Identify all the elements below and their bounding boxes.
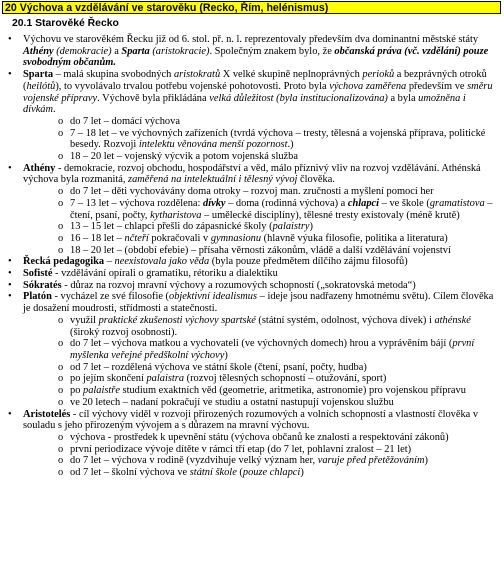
sub-list-item bbox=[0, 245, 504, 257]
sub-bullet-marker: o bbox=[58, 197, 64, 209]
sub-bullet-marker: o bbox=[58, 361, 64, 373]
sub-bullet-marker: o bbox=[58, 338, 64, 350]
item-text: do 7 let – domácí výchova bbox=[70, 115, 180, 127]
sub-bullet-marker: o bbox=[58, 244, 64, 256]
sub-list-item bbox=[0, 397, 504, 409]
sub-bullet-marker: o bbox=[58, 221, 64, 233]
item-text: Platón - vycházel ze své filosofie (objektivní idealismus – ideje jsou nadřazeny hmotnému světu). Cílem člověka je dosažení moudrosti, střídmosti a statečnosti. bbox=[23, 291, 494, 315]
sub-list-item bbox=[0, 116, 504, 128]
sub-list-item bbox=[0, 233, 504, 245]
item-text: 16 – 18 let – nčteří pokračovali v gymnasionu (hlavně výuka filosofie, politika a literatura) bbox=[70, 232, 448, 244]
item-text: 18 – 20 let – vojenský výcvik a potom vojenská služba bbox=[70, 151, 298, 163]
section-title: 20 Výchova a vzdělávání ve starověku (Recko, Řím, helénismus) bbox=[2, 1, 501, 14]
item-text: 13 – 15 let – chlapci přešli do zápasnické školy (palaistry) bbox=[70, 221, 313, 233]
bullet-item bbox=[0, 34, 504, 69]
item-text: 7 – 13 let – výchova rozdělena: dívky – doma (rodinná výchova) a chlapci – ve škole (gramatistova – čtení, psaní, počty, kytharistova – umělecké disciplíny), tělesné tresty existovaly (méně krutě) bbox=[70, 197, 493, 221]
sub-bullet-marker: o bbox=[58, 443, 64, 455]
sub-list-item bbox=[0, 338, 504, 361]
bullet-marker: • bbox=[8, 279, 12, 291]
sub-list-item bbox=[0, 385, 504, 397]
sub-bullet-marker: o bbox=[58, 115, 64, 127]
item-text: Sparta – malá skupina svobodných aristokratů X velké skupině neplnoprávných perioků a bezprávných otroků (heilótů), to vyvolávalo trvalou potřebu vojenské pohotovosti. Proto byla výchova zaměřena především ve směru vojenské přípravy. Výchově byla přikládána velká důležitost (byla institucionalizována) a byla umožněna i dívkám. bbox=[23, 69, 493, 116]
sub-bullet-marker: o bbox=[58, 396, 64, 408]
sub-list-item bbox=[0, 373, 504, 385]
sub-list-item bbox=[0, 362, 504, 374]
bullet-item bbox=[0, 163, 504, 186]
item-text: Výchovu ve starověkém Řecku již od 6. stol. př. n. l. reprezentovaly především dva dominantní městské státy Athény (demokracie) a Sparta (aristokracie). Společným znakem bylo, že občanská práva (vč. vzdělání) pouze svobodným občanům. bbox=[23, 34, 489, 69]
item-text: Řecká pedagogika – neexistovala jako věda (byla pouze předmětem dílčího zájmu filosofů) bbox=[23, 256, 408, 268]
sub-list-item bbox=[0, 467, 504, 479]
sub-bullet-marker: o bbox=[58, 314, 64, 326]
sub-bullet-marker: o bbox=[58, 385, 64, 397]
item-text: do 7 let – výchova v rodině (vyzdvihuje velký význam her, varuje před přetěžováním) bbox=[70, 455, 428, 467]
sub-bullet-marker: o bbox=[58, 127, 64, 139]
bullet-marker: • bbox=[8, 408, 12, 420]
item-text: po palaistře studium exaktních věd (geometrie, aritmetika, astronomie) pro vojenskou přípravu bbox=[70, 385, 466, 397]
bullet-marker: • bbox=[8, 268, 12, 280]
sub-list-item bbox=[0, 221, 504, 233]
bullet-item bbox=[0, 291, 504, 314]
bullet-item bbox=[0, 256, 504, 268]
item-text: Athény - demokracie, rozvoj obchodu, hospodářství a věd, málo příznivý vliv na rozvoj vzdělávání. Athénská výchova byla rozmanitá, zaměřená na intelektuální i tělesný vývoj člověka. bbox=[23, 162, 481, 186]
bullet-marker: • bbox=[8, 256, 12, 268]
sub-list-item bbox=[0, 198, 504, 221]
item-text: 18 – 20 let – (období efebie) – přísaha věrnosti zákonům, vládě a další vzdělávání vojenství bbox=[70, 244, 451, 256]
item-text: Sókratés - důraz na rozvoj mravní výchovy a rozumových schopností („sokratovská metoda“) bbox=[23, 279, 416, 291]
sub-bullet-marker: o bbox=[58, 151, 64, 163]
document-body bbox=[0, 34, 504, 479]
bullet-item bbox=[0, 409, 504, 432]
bullet-marker: • bbox=[8, 34, 12, 45]
sub-list-item bbox=[0, 315, 504, 338]
item-text: od 7 let – školní výchova ve státní škole (pouze chlapci) bbox=[70, 467, 304, 479]
sub-bullet-marker: o bbox=[58, 455, 64, 467]
bullet-item bbox=[0, 268, 504, 280]
sub-list-item bbox=[0, 432, 504, 444]
bullet-item bbox=[0, 69, 504, 116]
bullet-item bbox=[0, 280, 504, 292]
item-text: ve 20 letech – nadaní pokračují ve studiu a ostatní nastupují vojenskou službu bbox=[70, 396, 394, 408]
item-text: první periodizace vývoje dítěte v rámci tří etap (do 7 let, pohlavní zralost – 21 let) bbox=[70, 443, 412, 455]
item-text: do 7 let – výchova matkou a vychovateli (ve výchovných domech) hrou a vyprávěním bájí (první myšlenka veřejné předškolní výchovy) bbox=[70, 338, 475, 361]
item-text: po jejím skončení palaistra (rozvoj tělesných schopností – otužování, sport) bbox=[70, 373, 387, 385]
sub-bullet-marker: o bbox=[58, 467, 64, 479]
sub-list-item bbox=[0, 444, 504, 456]
item-text: 7 – 18 let – ve výchovných zařízeních (tvrdá výchova – tresty, tělesná a vojenská příprava, politické besedy. Rozvoji intelektu věnována menší pozornost.) bbox=[70, 127, 486, 151]
sub-bullet-marker: o bbox=[58, 232, 64, 244]
bullet-marker: • bbox=[8, 291, 12, 303]
bullet-marker: • bbox=[8, 162, 12, 174]
sub-list-item bbox=[0, 455, 504, 467]
bullet-marker: • bbox=[8, 69, 12, 81]
sub-list-item bbox=[0, 151, 504, 163]
subsection-title: 20.1 Starověké Řecko bbox=[12, 18, 119, 29]
sub-bullet-marker: o bbox=[58, 431, 64, 443]
item-text: Sofisté - vzdělávání opírali o gramatiku, rétoriku a dialektiku bbox=[23, 268, 278, 280]
item-text: výchova - prostředek k upevnění státu (výchova občanů ke znalosti a respektování zákonů) bbox=[70, 431, 449, 443]
item-text: od 7 let – rozdělená výchova ve státní škole (čtení, psaní, počty, hudba) bbox=[70, 361, 367, 373]
sub-list-item bbox=[0, 128, 504, 151]
item-text: využil praktické zkušenosti výchovy spartské (státní systém, odolnost, výchova dívek) i athénské (široký rozvoj osobnosti). bbox=[70, 314, 471, 338]
sub-list-item bbox=[0, 186, 504, 198]
item-text: Aristotelés - cíl výchovy viděl v rozvoji přirozených rozumových a volních schopností a vlastností člověka v souladu s jeho přirozeným vývojem a s důrazem na mravní výchovu. bbox=[23, 408, 479, 432]
sub-bullet-marker: o bbox=[58, 186, 64, 198]
item-text: do 7 let – děti vychovávány doma otroky – rozvoj man. zručnosti a myšlení pomocí her bbox=[70, 186, 434, 198]
sub-bullet-marker: o bbox=[58, 373, 64, 385]
